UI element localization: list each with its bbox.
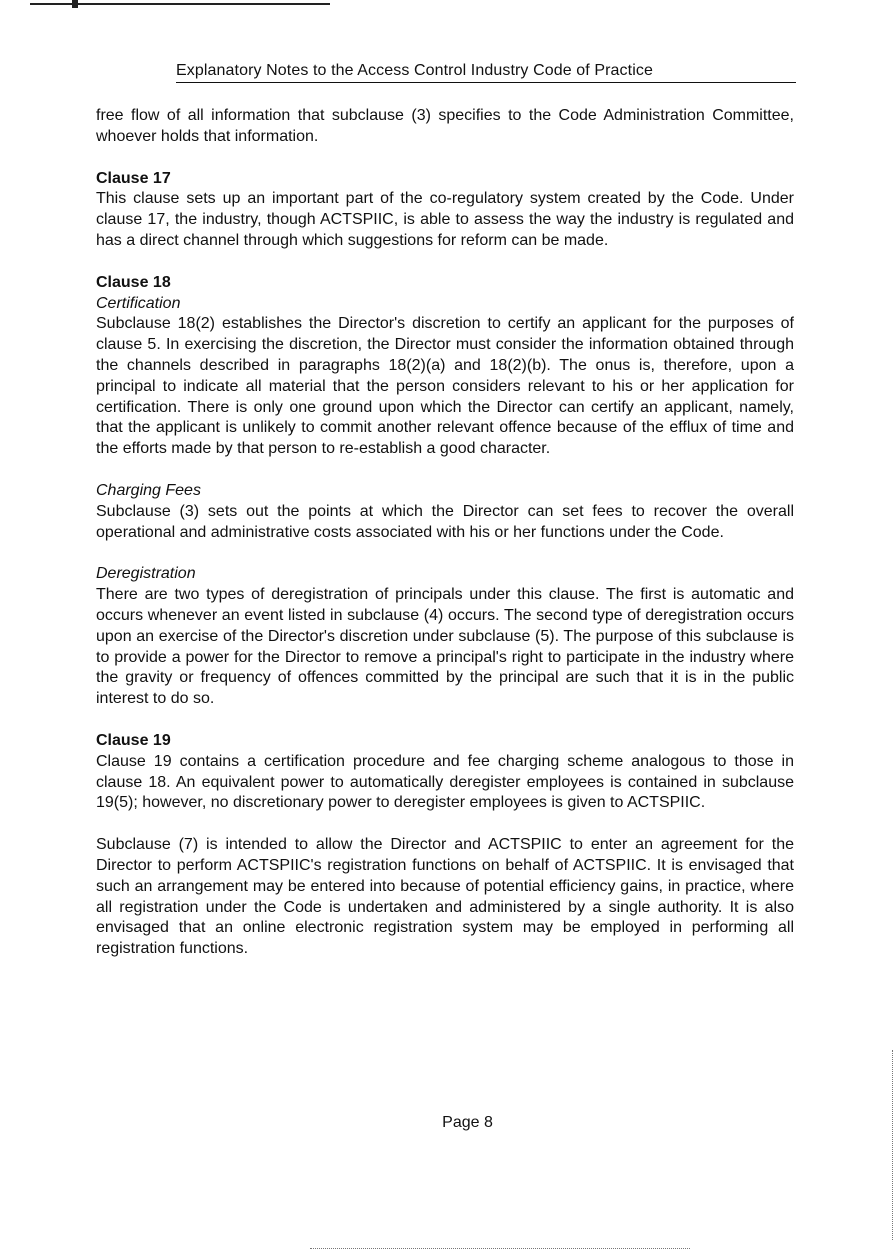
subheading-certification: Certification [96,294,181,312]
paragraph-continuation: free flow of all information that subclause (3) specifies to the Code Administration Committee, whoever holds that information. [96,107,794,145]
heading-clause-19: Clause 19 [96,731,171,749]
page-header: Explanatory Notes to the Access Control Industry Code of Practice [176,62,653,79]
paragraph-subclause-7: Subclause (7) is intended to allow the Director and ACTSPIIC to enter an agreement for the Director to perform ACTSPIIC's registration functions on behalf of ACTSPIIC. It is envisaged that such an arrangement may be entered into because of potential efficiency gains, in practice, where all registration under the Code is undertaken and administered by a single authority. It is also envisaged that an online electronic registration system may be employed in performing all registration functions. [96,836,794,958]
page-number: Page 8 [442,1114,493,1131]
paragraph-deregistration: There are two types of deregistration of principals under this clause. The first is automatic and occurs whenever an event listed in subclause (4) occurs. The second type of deregistration occurs upon an exercise of the Director's discretion under subclause (5). The purpose of this subclause is to provide a power for the Director to remove a principal's right to participate in the industry where the gravity or frequency of offences committed by the principal are such that it is in the public interest to do so. [96,586,794,708]
subheading-deregistration: Deregistration [96,565,196,583]
paragraph-certification: Subclause 18(2) establishes the Director's discretion to certify an applicant for the purposes of clause 5. In exercising the discretion, the Director must consider the information obtained through the channels described in paragraphs 18(2)(a) and 18(2)(b). The onus is, therefore, upon a principal to indicate all material that the person considers relevant to his or her application for certification. There is only one ground upon which the Director can certify an applicant, namely, that the applicant is unlikely to commit another relevant offence because of the efflux of time and the efforts made by that person to re-establish a good character. [96,315,794,458]
scan-artifact-mark [72,0,78,8]
paragraph-clause-19: Clause 19 contains a certification procedure and fee charging scheme analogous to those in clause 18. An equivalent power to automatically deregister employees is contained in subclause 19(5); however, no discretionary power to deregister employees is given to ACTSPIIC. [96,752,794,812]
document-body [96,106,794,960]
paragraph-clause-17: This clause sets up an important part of the co-regulatory system created by the Code. Under clause 17, the industry, though ACTSPIIC, is able to assess the way the industry is regulated and has a direct channel through which suggestions for reform can be made. [96,190,794,249]
subheading-charging-fees: Charging Fees [96,481,201,499]
heading-clause-17: Clause 17 [96,169,171,187]
heading-clause-18: Clause 18 [96,273,171,291]
paragraph-charging-fees: Subclause (3) sets out the points at which the Director can set fees to recover the overall operational and administrative costs associated with his or her functions under the Code. [96,502,794,541]
scan-artifact-bottom [310,1248,690,1250]
scan-artifact-right [891,1050,893,1240]
header-rule [176,82,796,83]
